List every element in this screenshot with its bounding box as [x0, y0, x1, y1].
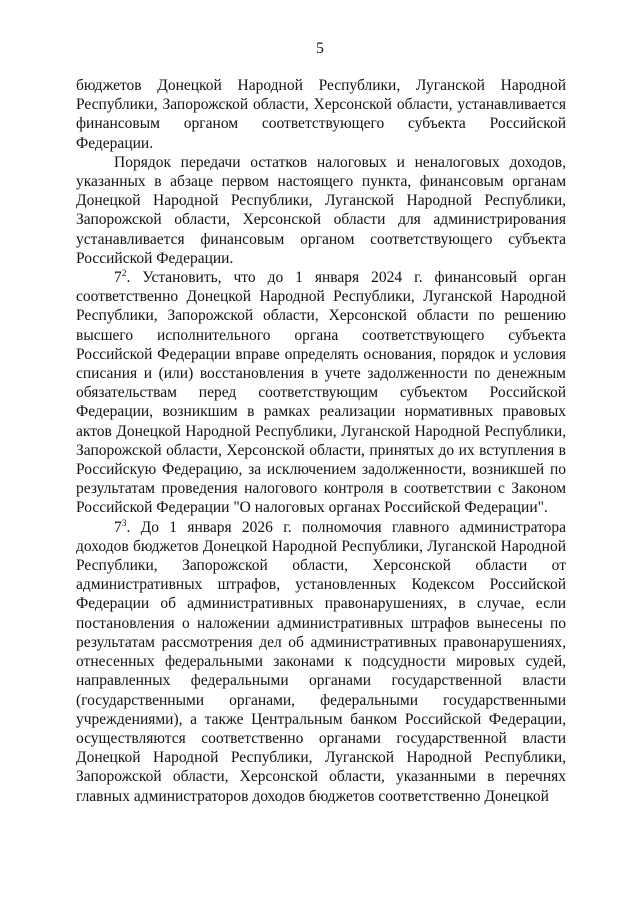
paragraph-item-7-2: [76, 268, 566, 518]
page-number: 5: [316, 40, 324, 57]
paragraph-text: Порядок передачи остатков налоговых и неналоговых доходов, указанных в абзаце первом настоящего пункта, финансовым органам Донецкой Народной Республики, Луганской Народной Республики, Запорожской области, Херсонской области для администрирования устанавливается финансовым органом соответствующего субъекта Российской Федерации.: [76, 153, 566, 267]
paragraph-continuation: [76, 76, 566, 153]
item-number: 7: [114, 269, 122, 287]
paragraph-text: . Установить, что до 1 января 2024 г. финансовый орган соответственно Донецкой Народной Республики, Луганской Народной Республики, Запорожской области, Херсонской области по решению высшего исполнительного органа соответствующего субъекта Российской Федерации вправе определять основания, порядок и условия списания и (или) восстановления в учете задолженности по денежным обязательствам перед соответствующим субъектом Российской Федерации, возникшим в рамках реализации нормативных правовых актов Донецкой Народной Республики, Луганской Народной Республики, Запорожской области, Херсонской области, принятых до их вступления в Российскую Федерацию, за исключением задолженности, возникшей по результатам проведения налогового контроля в соответствии с Законом Российской Федерации "О налоговых органах Российской Федерации".: [76, 269, 566, 517]
paragraph-text: бюджетов Донецкой Народной Республики, Луганской Народной Республики, Запорожской области, Херсонской области, устанавливается финансовым органом соответствующего субъекта Российской Федерации.: [76, 77, 566, 152]
item-number: 7: [114, 518, 122, 536]
item-superscript: 3: [121, 518, 127, 529]
document-body: [76, 76, 566, 806]
paragraph-text: . До 1 января 2026 г. полномочия главного администратора доходов бюджетов Донецкой Народной Республики, Луганской Народной Республики, Запорожской области, Херсонской области от административных штрафов, установленных Кодексом Российской Федерации об административных правонарушениях, в случае, если постановления о наложении административных штрафов вынесены по результатам рассмотрения дел об административных правонарушениях, отнесенных федеральными законами к подсудности мировых судей, направленных федеральными органами государственной власти (государственными органами, федеральными государственными учреждениями), а также Центральным банком Российской Федерации, осуществляются соответственно органами государственной власти Донецкой Народной Республики, Луганской Народной Республики, Запорожской области, Херсонской области, указанными в перечнях главных администраторов доходов бюджетов соответственно Донецкой: [76, 518, 566, 805]
paragraph-item-7-3: [76, 518, 566, 806]
item-superscript: 2: [121, 269, 127, 280]
paragraph-transfer-procedure: [76, 153, 566, 268]
